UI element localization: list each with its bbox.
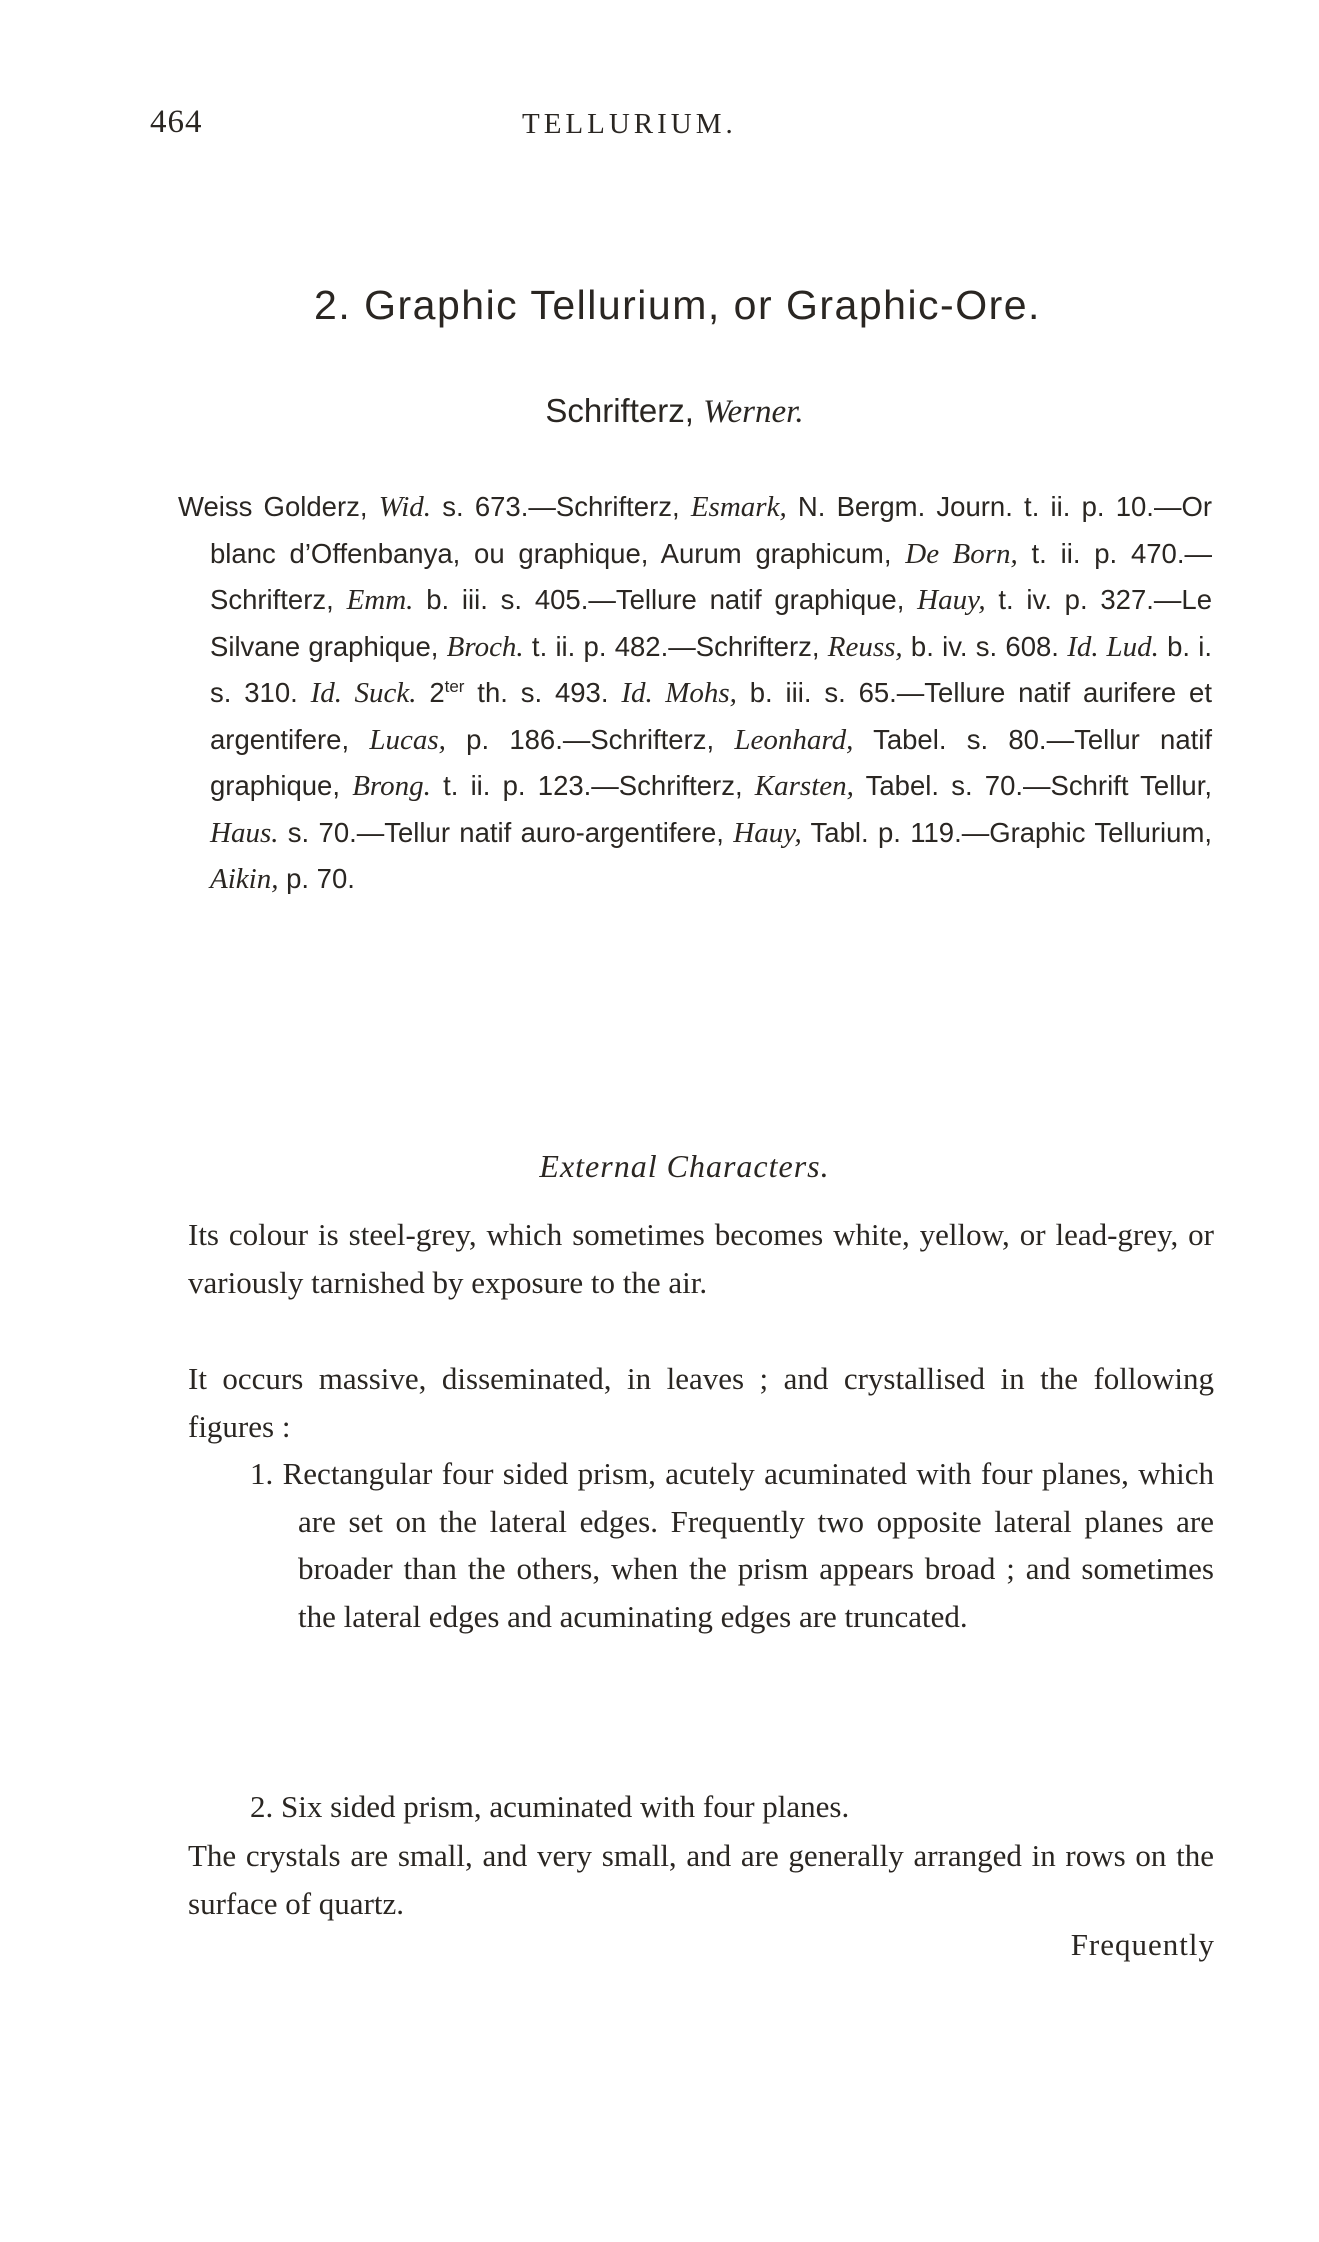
occurrence-paragraph: It occurs massive, disseminated, in leaves ; and crystallised in the following figures : bbox=[188, 1361, 1214, 1444]
citation-author: Esmark, bbox=[690, 491, 787, 523]
citation-text: p. 70. bbox=[278, 863, 355, 894]
citation-author: Id. Lud. bbox=[1067, 630, 1159, 663]
citation-author: Id. Mohs, bbox=[621, 677, 737, 709]
citation-author: De Born, bbox=[905, 537, 1018, 570]
citation-author: Reuss, bbox=[827, 630, 903, 663]
citation-text: b. iii. s. 405.—Tellure natif graphique, bbox=[413, 584, 918, 615]
citation-text: b. i. s. 310. bbox=[210, 630, 1212, 708]
section-subtitle bbox=[0, 392, 1319, 431]
citation-author: Wid. bbox=[378, 491, 432, 523]
synonymy-paragraph bbox=[178, 484, 1212, 903]
citation-author: Id. Suck. bbox=[310, 677, 417, 709]
citation-text: Tabel. s. 70.—Schrift Tellur, bbox=[853, 770, 1213, 801]
citation-author: Lucas, bbox=[369, 723, 446, 756]
page-header bbox=[150, 104, 1190, 148]
citation-text: s. 673.—Schrifterz, bbox=[431, 491, 691, 522]
citation-text: t. ii. p. 123.—Schrifterz, bbox=[430, 770, 755, 801]
citation-author: Broch. bbox=[446, 630, 524, 663]
citation-text: s. 70.—Tellur natif auro-argentifere, bbox=[278, 816, 734, 848]
running-head: TELLURIUM. bbox=[522, 108, 737, 140]
citation-author: Hauy, bbox=[733, 816, 802, 849]
subtitle-authority: Werner. bbox=[703, 394, 804, 430]
citation-text: 2 bbox=[416, 677, 445, 708]
citation-text: N. Bergm. Journ. t. ii. p. 10.—Or blanc d’Offenbanya, ou graphique, Aurum graphicum, bbox=[210, 491, 1212, 569]
citation-text: t. iv. p. 327.—Le Silvane graphique, bbox=[210, 584, 1212, 662]
subtitle-name: Schrifterz, bbox=[545, 392, 704, 429]
citation-author: Karsten, bbox=[754, 770, 854, 802]
colour-paragraph: Its colour is steel-grey, which sometimes becomes white, yellow, or lead-grey, or variously tarnished by exposure to the air. bbox=[188, 1217, 1214, 1300]
citation-author: Emm. bbox=[346, 584, 414, 616]
citation-text: Tabl. p. 119.—Graphic Tellurium, bbox=[801, 816, 1212, 848]
superscript: ter bbox=[444, 676, 465, 696]
external-characters-heading: External Characters. bbox=[539, 1148, 830, 1184]
citation-author: Aikin, bbox=[210, 863, 279, 895]
page-number: 464 bbox=[150, 104, 203, 140]
citation-author: Leonhard, bbox=[734, 723, 854, 756]
figure-list-item-2: 2. Six sided prism, acuminated with four planes. bbox=[250, 1789, 850, 1824]
crystals-paragraph: The crystals are small, and very small, and are generally arranged in rows on the surface of quartz. bbox=[188, 1838, 1214, 1921]
citation-text: Tabel. s. 80.—Tellur natif graphique, bbox=[210, 723, 1213, 801]
citation-author: Brong. bbox=[352, 770, 431, 802]
section-title: 2. Graphic Tellurium, or Graphic-Ore. bbox=[314, 282, 1041, 328]
citation-text: t. ii. p. 470.—Schrifterz, bbox=[210, 537, 1212, 615]
citation-text: b. iii. s. 65.—Tellure natif aurifere et argentifere, bbox=[210, 677, 1212, 755]
citation-text: t. ii. p. 482.—Schrifterz, bbox=[523, 630, 828, 662]
citation-text: p. 186.—Schrifterz, bbox=[445, 723, 735, 755]
figure-list-item-1: 1. Rectangular four sided prism, acutely acuminated with four planes, which are set on the lateral edges. Frequently two opposite lateral planes are broader than the others, when the prism appears broad ; and sometimes the lateral edges and acuminating edges are truncated. bbox=[250, 1456, 1214, 1634]
citation-author: Hauy, bbox=[917, 584, 986, 616]
citation-author: Haus. bbox=[210, 816, 279, 849]
citation-text: th. s. 493. bbox=[464, 677, 622, 708]
citation-text: Weiss Golderz, bbox=[178, 491, 379, 522]
citation-text: b. iv. s. 608. bbox=[902, 630, 1068, 662]
catchword: Frequently bbox=[1070, 1927, 1215, 1962]
